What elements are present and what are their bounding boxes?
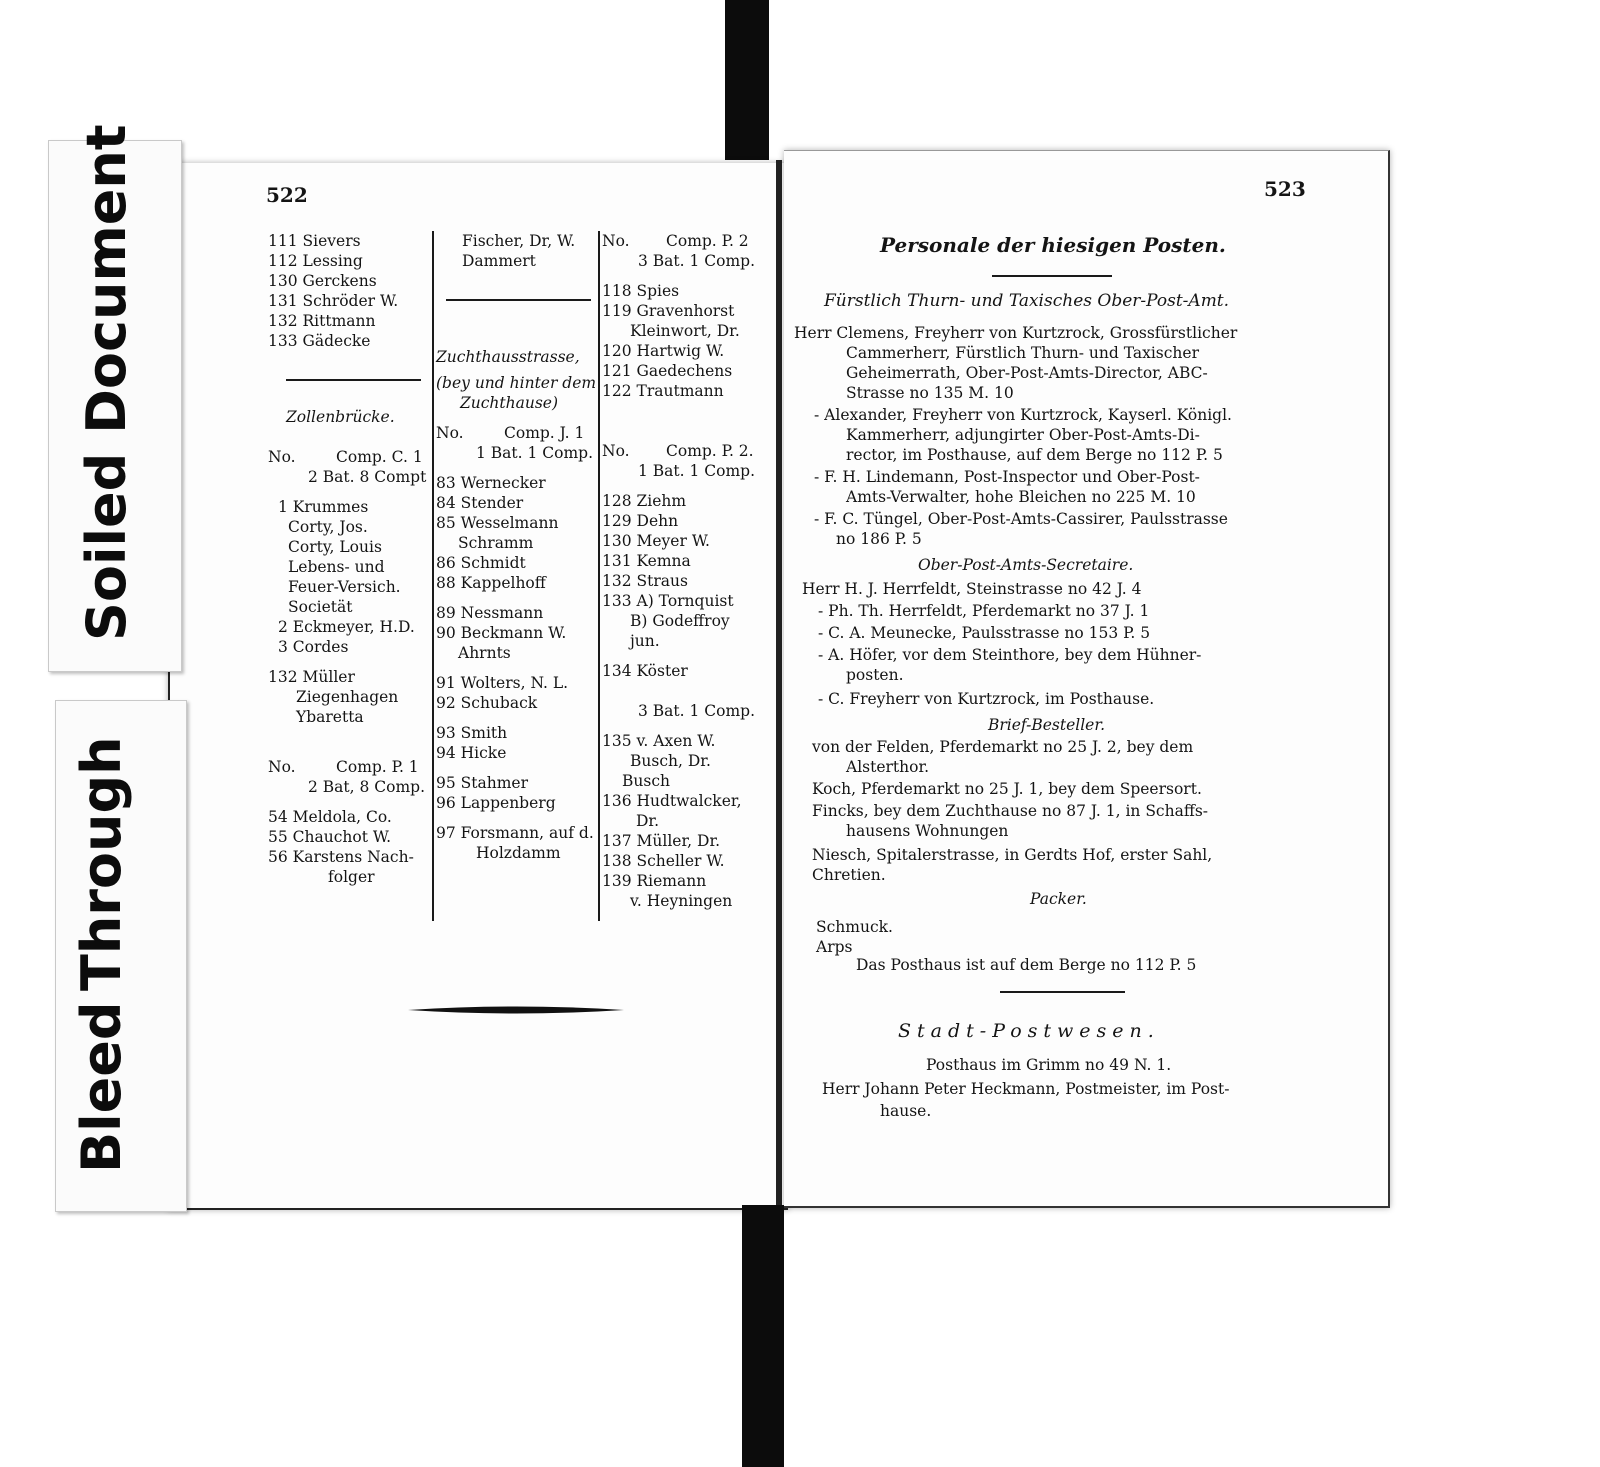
list-item: 112 Lessing (268, 252, 363, 270)
list-item: folger (328, 868, 375, 886)
list-item: 96 Lappenberg (436, 794, 556, 812)
list-item: 132 Rittmann (268, 312, 376, 330)
battalion-label: 3 Bat. 1 Comp. (638, 702, 756, 720)
section-divider (286, 379, 421, 381)
besteller-entry: Koch, Pferdemarkt no 25 J. 1, bey dem Speersort. (812, 780, 1202, 798)
stadt-subheading: Posthaus im Grimm no 49 N. 1. (926, 1056, 1172, 1074)
list-item: 130 Gerckens (268, 272, 377, 290)
battalion-label: 2 Bat. 8 Compt (308, 468, 427, 486)
herr-entry: Strasse no 135 M. 10 (846, 384, 1014, 402)
secretaire-entry: - A. Höfer, vor dem Steinthore, bey dem Hühner- (818, 646, 1202, 664)
list-item: 132 Müller (268, 668, 355, 686)
herr-entry: Geheimerrath, Ober-Post-Amts-Director, ABC- (846, 364, 1208, 382)
list-item: 88 Kappelhoff (436, 574, 546, 592)
page-number-right: 523 (1264, 177, 1306, 201)
section-heading: Stadt-Postwesen. (898, 1020, 1160, 1042)
list-item: Societät (288, 598, 353, 616)
list-item: Feuer-Versich. (288, 578, 401, 596)
column-1 (268, 231, 428, 887)
posthaus-note: Das Posthaus ist auf dem Berge no 112 P. 5 (856, 956, 1197, 974)
list-item: 83 Wernecker (436, 474, 546, 492)
list-item: 128 Ziehm (602, 492, 687, 510)
herr-entry: Amts-Verwalter, hohe Bleichen no 225 M. 10 (846, 488, 1196, 506)
herr-entry: - Alexander, Freyherr von Kurtzrock, Kayserl. Königl. (814, 406, 1232, 424)
section-heading: Ober-Post-Amts-Secretaire. (918, 556, 1134, 574)
battalion-label: 1 Bat. 1 Comp. (476, 444, 594, 462)
list-item: 135 v. Axen W. (602, 732, 716, 750)
bleed-through-tab (55, 700, 187, 1212)
section-heading: Fürstlich Thurn- und Taxisches Ober-Post-Amt. (824, 291, 1230, 311)
section-heading: Packer. (1030, 890, 1087, 908)
secretaire-entry: Herr H. J. Herrfeldt, Steinstrasse no 42 J. 4 (802, 580, 1142, 598)
stadt-entry: Herr Johann Peter Heckmann, Postmeister, im Post- (822, 1080, 1230, 1098)
list-item: Kleinwort, Dr. (630, 322, 740, 340)
list-item: 118 Spies (602, 282, 680, 300)
stadt-entry: hause. (880, 1102, 932, 1120)
packer-entry: Schmuck. (816, 918, 893, 936)
film-strip-bottom (742, 1205, 784, 1467)
list-item: 139 Riemann (602, 872, 707, 890)
list-item: Lebens- und (288, 558, 385, 576)
herr-entry: Cammerherr, Fürstlich Thurn- und Taxischer (846, 344, 1199, 362)
list-item: 122 Trautmann (602, 382, 724, 400)
list-item: 1 Krummes (278, 498, 369, 516)
besteller-entry: Fincks, bey dem Zuchthause no 87 J. 1, in Schaffs- (812, 802, 1209, 820)
section-divider (446, 299, 591, 301)
herr-entry: Kammerherr, adjungirter Ober-Post-Amts-Di- (846, 426, 1200, 444)
film-strip-top (725, 0, 769, 160)
list-item: 131 Kemna (602, 552, 691, 570)
street-heading: Zuchthausstrasse, (436, 348, 580, 366)
list-item: 137 Müller, Dr. (602, 832, 721, 850)
list-item: Holzdamm (476, 844, 561, 862)
list-item: 130 Meyer W. (602, 532, 710, 550)
list-item: Corty, Louis (288, 538, 382, 556)
section-divider (1000, 991, 1125, 993)
list-item: 91 Wolters, N. L. (436, 674, 569, 692)
secretaire-entry: - C. Freyherr von Kurtzrock, im Posthause. (818, 690, 1155, 708)
page-number-left: 522 (266, 183, 308, 207)
list-item: Fischer, Dr, W. (462, 232, 576, 250)
column-header: No. Comp. P. 1 (268, 758, 419, 776)
section-heading: Brief-Besteller. (988, 716, 1105, 734)
right-page (784, 150, 1390, 1208)
list-item: 133 A) Tornquist (602, 592, 734, 610)
list-item: 94 Hicke (436, 744, 507, 762)
list-item: 95 Stahmer (436, 774, 529, 792)
list-item: 121 Gaedechens (602, 362, 733, 380)
list-item: 111 Sievers (268, 232, 361, 250)
battalion-label: 3 Bat. 1 Comp. (638, 252, 756, 270)
list-item: 132 Straus (602, 572, 688, 590)
herr-entry: - F. H. Lindemann, Post-Inspector und Ober-Post- (814, 468, 1200, 486)
besteller-entry: Niesch, Spitalerstrasse, in Gerdts Hof, erster Sahl, (812, 846, 1213, 864)
battalion-label: 1 Bat. 1 Comp. (638, 462, 756, 480)
list-item: 56 Karstens Nach- (268, 848, 414, 866)
left-page (168, 163, 788, 1210)
street-note: (bey und hinter dem (436, 374, 597, 392)
list-item: Ybaretta (296, 708, 364, 726)
herr-entry: - F. C. Tüngel, Ober-Post-Amts-Cassirer, Paulsstrasse (814, 510, 1228, 528)
list-item: 3 Cordes (278, 638, 349, 656)
list-item: 134 Köster (602, 662, 688, 680)
list-item: 86 Schmidt (436, 554, 526, 572)
list-item: 90 Beckmann W. (436, 624, 567, 642)
list-item: Ahrnts (458, 644, 511, 662)
street-heading: Zollenbrücke. (286, 408, 395, 426)
column-3 (602, 231, 770, 911)
list-item: 129 Dehn (602, 512, 679, 530)
list-item: 97 Forsmann, auf d. (436, 824, 594, 842)
list-item: 120 Hartwig W. (602, 342, 725, 360)
list-item: Busch (622, 772, 670, 790)
battalion-label: 2 Bat, 8 Comp. (308, 778, 426, 796)
besteller-entry: von der Felden, Pferdemarkt no 25 J. 2, bey dem (812, 738, 1194, 756)
list-item: 2 Eckmeyer, H.D. (278, 618, 415, 636)
column-header: No. Comp. J. 1 (436, 424, 585, 442)
list-item: 131 Schröder W. (268, 292, 399, 310)
page-gutter (776, 160, 782, 1208)
list-item: 133 Gädecke (268, 332, 371, 350)
list-item: Corty, Jos. (288, 518, 368, 536)
bleed-label: Bleed (70, 1001, 133, 1173)
list-item: 138 Scheller W. (602, 852, 725, 870)
list-item: Busch, Dr. (630, 752, 711, 770)
list-item: Dammert (462, 252, 536, 270)
list-item: 89 Nessmann (436, 604, 544, 622)
through-label: Through (70, 736, 133, 991)
list-item: 119 Gravenhorst (602, 302, 735, 320)
list-item: 85 Wesselmann (436, 514, 559, 532)
herr-entry: rector, im Posthause, auf dem Berge no 112 P. 5 (846, 446, 1223, 464)
list-item: jun. (630, 632, 660, 650)
list-item: 54 Meldola, Co. (268, 808, 392, 826)
besteller-entry: Alsterthor. (846, 758, 930, 776)
herr-entry: Herr Clemens, Freyherr von Kurtzrock, Grossfürstlicher (794, 324, 1238, 342)
street-note: Zuchthause) (460, 394, 559, 412)
list-item: 93 Smith (436, 724, 508, 742)
soiled-document-label: Soiled Document (75, 124, 138, 641)
list-item: Ziegenhagen (296, 688, 399, 706)
besteller-entry: Chretien. (812, 866, 886, 884)
herr-entry: no 186 P. 5 (836, 530, 922, 548)
list-item: Dr. (636, 812, 660, 830)
list-item: 136 Hudtwalcker, (602, 792, 742, 810)
column-header: No. Comp. P. 2 (602, 232, 749, 250)
list-item: 55 Chauchot W. (268, 828, 392, 846)
column-header: No. Comp. C. 1 (268, 448, 423, 466)
page-title: Personale der hiesigen Posten. (880, 233, 1226, 257)
secretaire-entry: - C. A. Meunecke, Paulsstrasse no 153 P. 5 (818, 624, 1151, 642)
list-item: B) Godeffroy (630, 612, 730, 630)
title-divider (992, 275, 1112, 277)
besteller-entry: hausens Wohnungen (846, 822, 1009, 840)
list-item: 92 Schuback (436, 694, 538, 712)
end-ornament (406, 1003, 626, 1017)
secretaire-entry: - Ph. Th. Herrfeldt, Pferdemarkt no 37 J. 1 (818, 602, 1150, 620)
column-header: No. Comp. P. 2. (602, 442, 754, 460)
column-2 (436, 231, 596, 863)
list-item: Schramm (458, 534, 534, 552)
soiled-document-tab (48, 124, 182, 672)
column-rule-1 (432, 231, 434, 921)
list-item: 84 Stender (436, 494, 524, 512)
secretaire-entry: posten. (846, 666, 904, 684)
column-rule-2 (598, 231, 600, 921)
packer-entry: Arps (816, 938, 853, 956)
list-item: v. Heyningen (630, 892, 733, 910)
